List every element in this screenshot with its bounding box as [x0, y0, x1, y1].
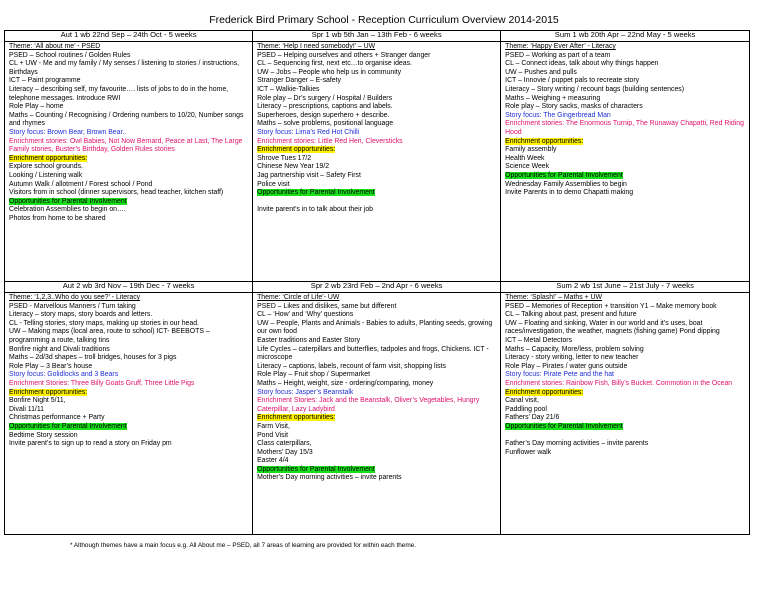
enrichment-item: Paddling pool — [505, 405, 547, 413]
enrichment-item: Chinese New Year 19/2 — [257, 163, 330, 171]
curriculum-line: CL – Connect ideas, talk about why things happen — [505, 60, 659, 68]
row1-content — [5, 42, 750, 282]
parental-item: Mother’s Day morning activities – invite parents — [257, 474, 402, 482]
enrichment-item: Jag partnership visit – Safety First — [257, 171, 361, 179]
enrichment-item: Farm Visit, — [257, 422, 290, 430]
enrichment-item: Looking / Listening walk — [9, 171, 83, 179]
sum2-header: Sum 2 wb 1st June – 21st July - 7 weeks — [501, 282, 750, 293]
curriculum-line: ICT – Paint programme — [9, 77, 81, 85]
story-focus: Story focus: Brown Bear, Brown Bear.. — [9, 128, 127, 136]
term-cell — [501, 42, 750, 282]
enrichment-item: Visitors from in school (dinner supervisors, head teacher, kitchen staff) — [9, 189, 224, 197]
curriculum-line: ICT – Innovie / puppet pals to recreate story — [505, 77, 640, 85]
enrichment-item: Christmas performance + Party — [9, 414, 105, 422]
curriculum-line: Maths – Counting / Recognising / Ordering numbers to 10/20, Number songs and rhymes — [9, 111, 244, 128]
parental-item: Funflower walk — [505, 448, 552, 456]
story-focus: Story focus: Jasper’s Beanstalk — [257, 388, 354, 396]
curriculum-line: Maths – Weighing + measuring — [505, 94, 601, 102]
enrichment-label: Enrichment opportunities: — [505, 388, 584, 396]
enrichment-item: Canal visit, — [505, 397, 539, 405]
curriculum-line: UW – Jobs – People who help us in community — [257, 68, 402, 76]
enrichment-stories: Enrichment Stories: Three Billy Goats Gruff, Three Little Pigs — [9, 379, 195, 387]
enrichment-item: Police visit — [257, 180, 290, 188]
enrichment-stories: Enrichment stories: The Enormous Turnip, The Runaway Chapatti, Red Riding Hood — [505, 120, 744, 136]
story-focus: Story focus: The Gingerbread Man — [505, 111, 611, 119]
curriculum-grid — [4, 30, 750, 535]
curriculum-line: PSED – Memories of Reception + transition Y1 – Make memory book — [505, 302, 717, 310]
curriculum-line: Maths – Height, weight, size - ordering/comparing, money — [257, 379, 434, 387]
curriculum-line: Easter traditions and Easter Story — [257, 336, 361, 344]
enrichment-stories: Enrichment Stories: Jack and the Beanstalk, Oliver’s Vegetables, Hungry Caterpillar, Lazy Ladybird — [257, 397, 480, 413]
enrichment-item: Autumn Walk / allotment / Forest school / Pond — [9, 180, 153, 188]
curriculum-line: CL – Sequencing first, next etc…to organise ideas. — [257, 60, 412, 68]
curriculum-line: Superheroes, design superhero + describe. — [257, 111, 390, 119]
aut2-header: Aut 2 wb 3rd Nov – 19th Dec - 7 weeks — [5, 282, 253, 293]
curriculum-line: Bonfire night and Divali traditions — [9, 345, 110, 353]
curriculum-line: Maths – solve problems, positional language — [257, 120, 394, 128]
parental-label: Opportunities for Parental Involvement — [505, 171, 623, 179]
term-cell — [253, 293, 501, 535]
curriculum-line: UW – Making maps (local area, route to school) ICT- BEEBOTS – programming a route, talking tins — [9, 328, 210, 344]
curriculum-line: Maths – Capacity, More/less, problem solving — [505, 345, 644, 353]
curriculum-line: Role Play – Fruit shop / Supermarket — [257, 371, 371, 379]
parental-item: Invite parent’s in to talk about their job — [257, 206, 374, 214]
parental-label: Opportunities for Parental Involvement — [505, 422, 623, 430]
row2-content — [5, 293, 750, 535]
curriculum-line: ICT – Walkie-Talkies — [257, 85, 320, 93]
term-cell — [253, 42, 501, 282]
enrichment-item: Shrove Tues 17/2 — [257, 154, 312, 162]
sum1-header: Sum 1 wb 20th Apr – 22nd May - 5 weeks — [501, 31, 750, 42]
curriculum-line: Stranger Danger – E-safety — [257, 77, 341, 85]
parental-item: Father’s Day morning activities – invite parents — [505, 440, 649, 448]
curriculum-line: PSED – Helping ourselves and others + Stranger danger — [257, 51, 431, 59]
parental-item: Photos from home to be shared — [9, 214, 106, 222]
curriculum-line: UW – Floating and sinking, Water in our world and it’s uses, boat races/investigation, the weather, magnets (fishing game) Pond dipping — [505, 319, 720, 336]
curriculum-line: CL + UW - Me and my family / My senses / listening to stories / instructions, Birthdays — [9, 60, 240, 76]
parental-label: Opportunities for Parental Involvement — [9, 422, 127, 430]
curriculum-line: UW – People, Plants and Animals - Babies to adults, Planting seeds, growing our own food — [257, 319, 493, 336]
enrichment-label: Enrichment opportunities: — [505, 137, 584, 145]
enrichment-item: Bonfire Night 5/11, — [9, 397, 66, 405]
curriculum-line: Role play – Dr’s surgery / Hospital / Builders — [257, 94, 393, 102]
term-cell — [5, 42, 253, 282]
curriculum-line: Literacy - story writing, letter to new teacher — [505, 354, 639, 362]
enrichment-item: Explore school grounds. — [9, 163, 83, 171]
enrichment-item: Mothers’ Day 15/3 — [257, 448, 313, 456]
row1-headers — [5, 31, 750, 42]
curriculum-line: Role Play – Pirates / water guns outside — [505, 362, 628, 370]
enrichment-item: Divali 11/11 — [9, 405, 44, 413]
theme-heading: Theme: ‘Happy Ever After’ - Literacy — [505, 43, 616, 50]
curriculum-line: Literacy – story maps, story boards and letters. — [9, 311, 153, 319]
theme-heading: Theme: ‘1,2,3..Who do you see?’ - Literacy — [9, 294, 141, 301]
enrichment-label: Enrichment opportunities: — [9, 388, 88, 396]
parental-label: Opportunities for Parental Involvement — [9, 197, 127, 205]
theme-heading: Theme: ‘All about me’ - PSED — [9, 43, 101, 50]
curriculum-line: CL – Talking about past, present and future — [505, 311, 637, 319]
curriculum-line: PSED – Working as part of a team — [505, 51, 611, 59]
enrichment-stories: Enrichment stories: Little Red Hen, Cleversticks — [257, 137, 403, 145]
enrichment-label: Enrichment opportunities: — [257, 146, 336, 154]
enrichment-item: Family assembly — [505, 146, 557, 154]
row2-headers — [5, 282, 750, 293]
theme-heading: Theme: ‘Circle of Life’- UW — [257, 294, 340, 301]
curriculum-line: CL - Telling stories, story maps, making up stories in our head. — [9, 319, 199, 327]
curriculum-line: Literacy – describing self, my favourite…. lists of jobs to do in the home, telephone messages. Introduce RWI — [9, 85, 229, 102]
story-focus: Story focus: Golidlocks and 3 Bears — [9, 371, 119, 379]
enrichment-item: Pond Visit — [257, 431, 288, 439]
enrichment-label: Enrichment opportunities: — [9, 154, 88, 162]
parental-label: Opportunities for Parental Involvement — [257, 465, 375, 473]
parental-item: Wednesday Family Assemblies to begin — [505, 180, 627, 188]
term-cell — [5, 293, 253, 535]
enrichment-item: Class caterpillars, — [257, 440, 312, 448]
story-focus: Story focus: Pirate Pete and the hat — [505, 371, 614, 379]
enrichment-stories: Enrichment stories: Owl Babies, Not Now Bernard, Peace at Last, The Large Family stories, Buster’s Birthday, Golden Rules stories — [9, 137, 243, 154]
curriculum-line: Role Play – 3 Bear’s house — [9, 362, 93, 370]
enrichment-item: Health Week — [505, 154, 545, 162]
curriculum-line: PSED - Marvellous Manners / Turn taking — [9, 302, 136, 310]
curriculum-line: PSED – Likes and dislikes, same but different — [257, 302, 397, 310]
spr1-header: Spr 1 wb 5th Jan – 13th Feb - 6 weeks — [253, 31, 501, 42]
enrichment-item: Fathers’ Day 21/6 — [505, 414, 560, 422]
parental-item: Bedtime Story session — [9, 431, 78, 439]
curriculum-line: Life Cycles – caterpillars and butterflies, tadpoles and frogs, Chickens. ICT - microscope — [257, 345, 489, 362]
parental-item: Celebration Assemblies to begin on…. — [9, 206, 126, 214]
footnote: * Although themes have a main focus e.g. All About me – PSED, all 7 areas of learning are provided for within each theme. — [70, 542, 417, 549]
theme-heading: Theme: ‘Splash!’ – Maths + UW — [505, 294, 602, 301]
curriculum-line: PSED – School routines / Golden Rules — [9, 51, 131, 59]
theme-heading: Theme: ‘Help I need somebody!’ – UW — [257, 43, 376, 50]
curriculum-line: CL – ‘How’ and ‘Why’ questions — [257, 311, 354, 319]
curriculum-line: ICT – Metal Detectors — [505, 336, 573, 344]
term-cell — [501, 293, 750, 535]
enrichment-item: Science Week — [505, 163, 550, 171]
parental-item: Invite parent’s to sign up to read a story on Friday pm — [9, 440, 172, 448]
curriculum-line: Role play – Story sacks, masks of characters — [505, 103, 643, 111]
document-title: Frederick Bird Primary School - Reception Curriculum Overview 2014-2015 — [209, 14, 559, 26]
enrichment-stories: Enrichment stories: Rainbow Fish, Billy’s Bucket. Commotion in the Ocean — [505, 379, 733, 387]
aut1-header: Aut 1 wb 22nd Sep – 24th Oct - 5 weeks — [5, 31, 253, 42]
curriculum-line: Role Play – home — [9, 103, 64, 111]
story-focus: Story focus: Lima’s Red Hot Chilli — [257, 128, 360, 136]
curriculum-line: Literacy – captions, labels, recount of farm visit, shopping lists — [257, 362, 446, 370]
curriculum-line: Literacy – prescriptions, captions and labels. — [257, 103, 393, 111]
enrichment-item: Easter 4/4 — [257, 457, 289, 465]
curriculum-line: Literacy – Story writing / recount bags (building sentences) — [505, 85, 685, 93]
spr2-header: Spr 2 wb 23rd Feb – 2nd Apr - 6 weeks — [253, 282, 501, 293]
parental-item: Invite Parents in to demo Chapatti making — [505, 189, 634, 197]
parental-label: Opportunities for Parental Involvement — [257, 189, 375, 197]
curriculum-line: Maths – 2d/3d shapes – troll bridges, houses for 3 pigs — [9, 354, 177, 362]
curriculum-line: UW – Pushes and pulls — [505, 68, 577, 76]
enrichment-label: Enrichment opportunities: — [257, 414, 336, 422]
